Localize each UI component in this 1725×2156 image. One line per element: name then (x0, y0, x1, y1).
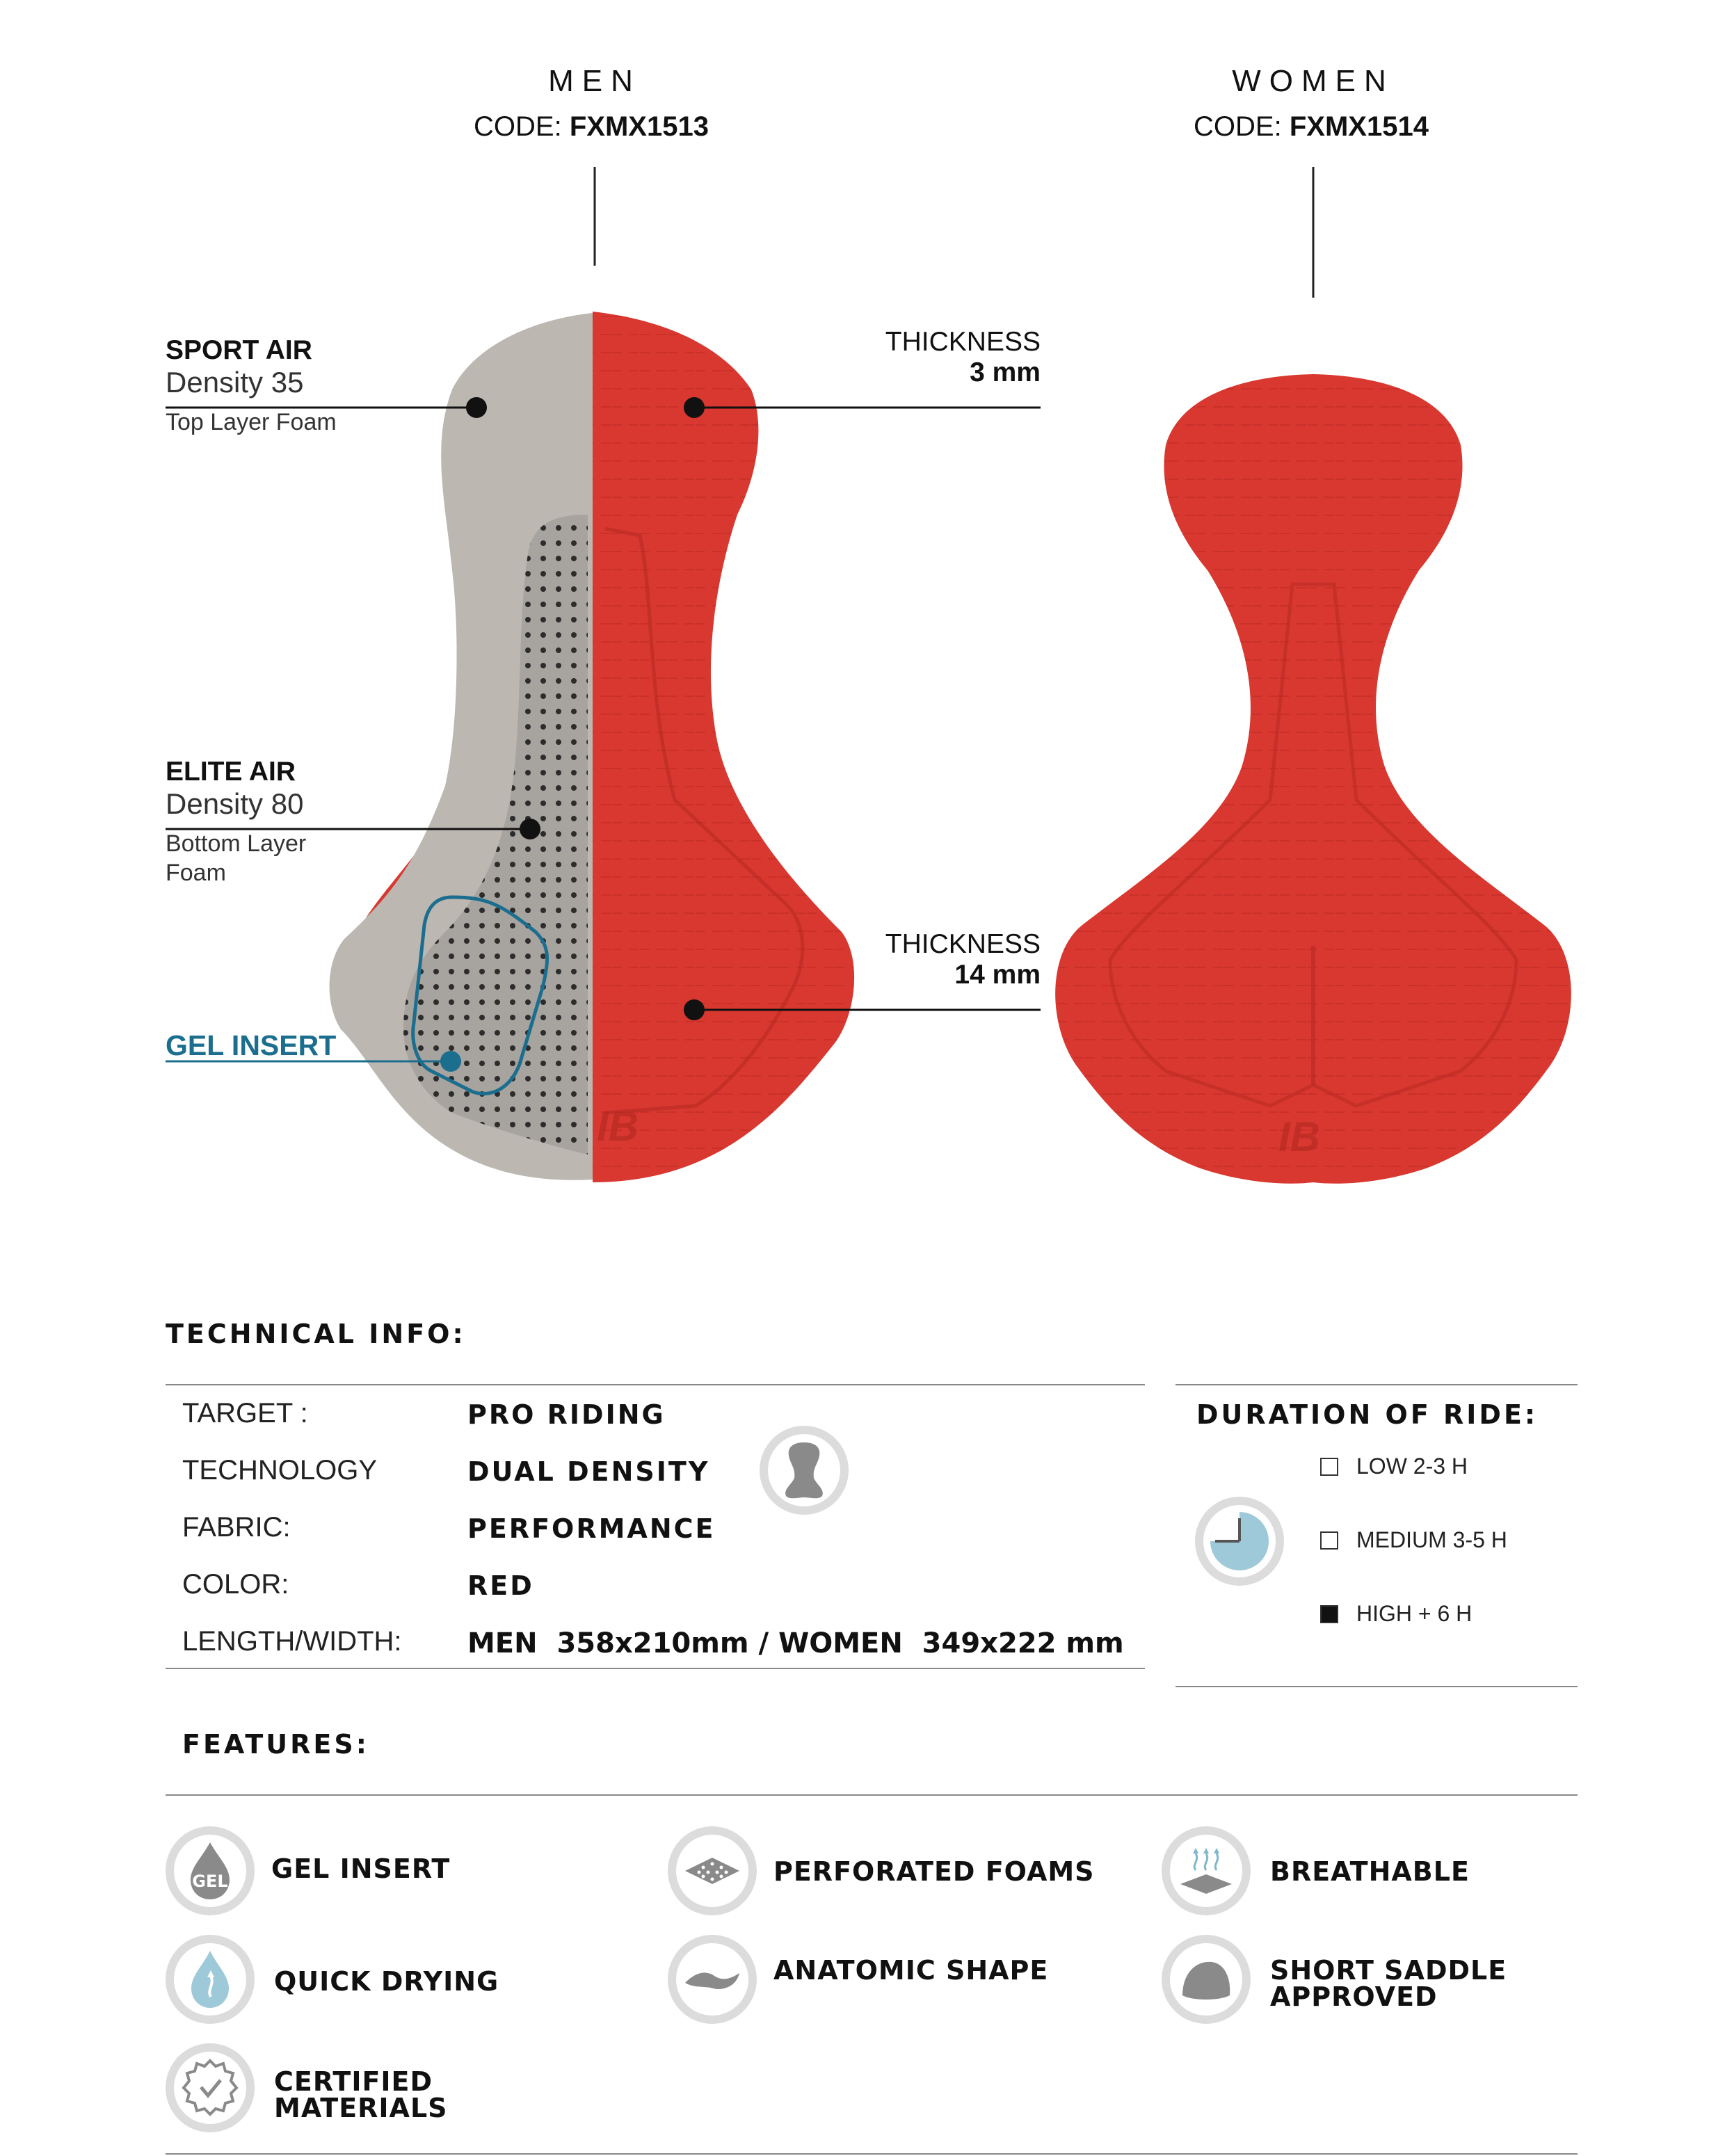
thickness-bottom-value: 14 mm (954, 960, 1041, 990)
feature-anatomic-shape: ANATOMIC SHAPE (773, 1955, 1049, 1986)
duration-top-divider (1176, 1384, 1578, 1385)
spec-value-fabric: PERFORMANCE (467, 1513, 716, 1544)
duration-option-high (1320, 1601, 1472, 1627)
feature-breathable: BREATHABLE (1270, 1856, 1470, 1887)
duration-high-label: HIGH + 6 H (1356, 1601, 1473, 1626)
spec-label-fabric: FABRIC: (182, 1512, 291, 1543)
duration-title: DURATION OF RIDE: (1196, 1399, 1539, 1430)
thickness-top-value: 3 mm (970, 357, 1041, 387)
men-pad-brand-mark: IB (597, 1103, 639, 1150)
anatomic-shape-icon (668, 1935, 757, 2024)
duration-low-label: LOW 2-3 H (1356, 1454, 1468, 1479)
quick-drying-icon (166, 1935, 255, 2024)
gel-icon (166, 1826, 255, 1915)
feature-quick-drying: QUICK DRYING (274, 1966, 499, 1997)
feature-short-saddle (1270, 1957, 1507, 2010)
feature-certified-line1: CERTIFIED (274, 2066, 433, 2097)
gel-icon-text: GEL (192, 1872, 228, 1891)
features-title: FEATURES: (182, 1729, 369, 1760)
duration-bottom-divider (1176, 1686, 1578, 1687)
saddle-icon (1162, 1935, 1251, 2024)
sport-air-name: SPORT AIR (166, 335, 312, 365)
technical-info-title: TECHNICAL INFO: (166, 1319, 466, 1349)
duration-low-checkbox (1320, 1458, 1338, 1476)
men-code-label: CODE: (474, 111, 562, 142)
clock-icon (1195, 1497, 1284, 1586)
thickness-top-dot (684, 397, 705, 418)
feature-gel-insert: GEL INSERT (271, 1853, 451, 1884)
duration-option-medium (1320, 1527, 1507, 1553)
spec-value-color: RED (467, 1570, 534, 1601)
men-code (383, 111, 800, 143)
elite-air-name: ELITE AIR (166, 757, 296, 787)
thickness-bottom-dot (684, 999, 705, 1020)
men-code-value: FXMX1513 (569, 111, 709, 142)
elite-air-callout (166, 757, 306, 887)
gel-insert-dot (440, 1051, 461, 1072)
elite-air-dot (520, 819, 540, 839)
spec-label-color: COLOR: (182, 1569, 289, 1600)
spec-value-technology: DUAL DENSITY (467, 1456, 710, 1487)
dual-density-icon (760, 1426, 849, 1515)
feature-short-saddle-line1: SHORT SADDLE (1270, 1955, 1507, 1986)
sport-air-dot (466, 397, 487, 418)
women-code-label: CODE: (1194, 111, 1282, 142)
sport-air-callout (166, 335, 337, 437)
sport-air-desc: Top Layer Foam (166, 409, 337, 435)
women-pad-brand-mark: IB (1278, 1113, 1320, 1160)
thickness-top-label: THICKNESS (885, 327, 1041, 357)
duration-medium-checkbox (1320, 1531, 1338, 1550)
technical-top-divider (166, 1384, 1145, 1385)
thickness-bottom-label: THICKNESS (885, 929, 1041, 959)
sport-air-density: Density 35 (166, 366, 304, 399)
elite-air-desc-2: Foam (166, 860, 226, 886)
feature-perforated-foams: PERFORATED FOAMS (773, 1856, 1095, 1887)
spec-label-technology: TECHNOLOGY (182, 1455, 378, 1486)
technical-bottom-divider (166, 1668, 1145, 1669)
women-code (1102, 111, 1520, 143)
women-title: WOMEN (1232, 64, 1395, 98)
men-title: MEN (548, 64, 641, 98)
spec-label-length-width: LENGTH/WIDTH: (182, 1626, 402, 1657)
perforated-foam-icon (668, 1826, 757, 1915)
spec-label-target: TARGET : (182, 1398, 308, 1429)
men-pad-red-half (593, 312, 854, 1182)
thickness-bottom-callout (832, 929, 1041, 990)
women-code-value: FXMX1514 (1289, 111, 1429, 142)
features-bottom-divider (166, 2153, 1578, 2155)
thickness-top-callout (832, 327, 1041, 388)
spec-value-length-width: MEN 358x210mm / WOMEN 349x222 mm (467, 1627, 1124, 1659)
feature-certified (274, 2068, 448, 2121)
duration-high-checkbox (1320, 1605, 1338, 1623)
elite-air-density: Density 80 (166, 787, 304, 820)
spec-value-target: PRO RIDING (467, 1399, 666, 1430)
duration-option-low (1320, 1454, 1468, 1479)
certified-icon (166, 2043, 255, 2132)
duration-medium-label: MEDIUM 3-5 H (1356, 1527, 1507, 1552)
features-top-divider (166, 1794, 1578, 1796)
feature-certified-line2: MATERIALS (274, 2093, 448, 2123)
feature-short-saddle-line2: APPROVED (1270, 1981, 1438, 2012)
elite-air-desc-1: Bottom Layer (166, 830, 307, 857)
breathable-icon (1162, 1826, 1251, 1915)
gel-insert-label: GEL INSERT (166, 1029, 337, 1061)
